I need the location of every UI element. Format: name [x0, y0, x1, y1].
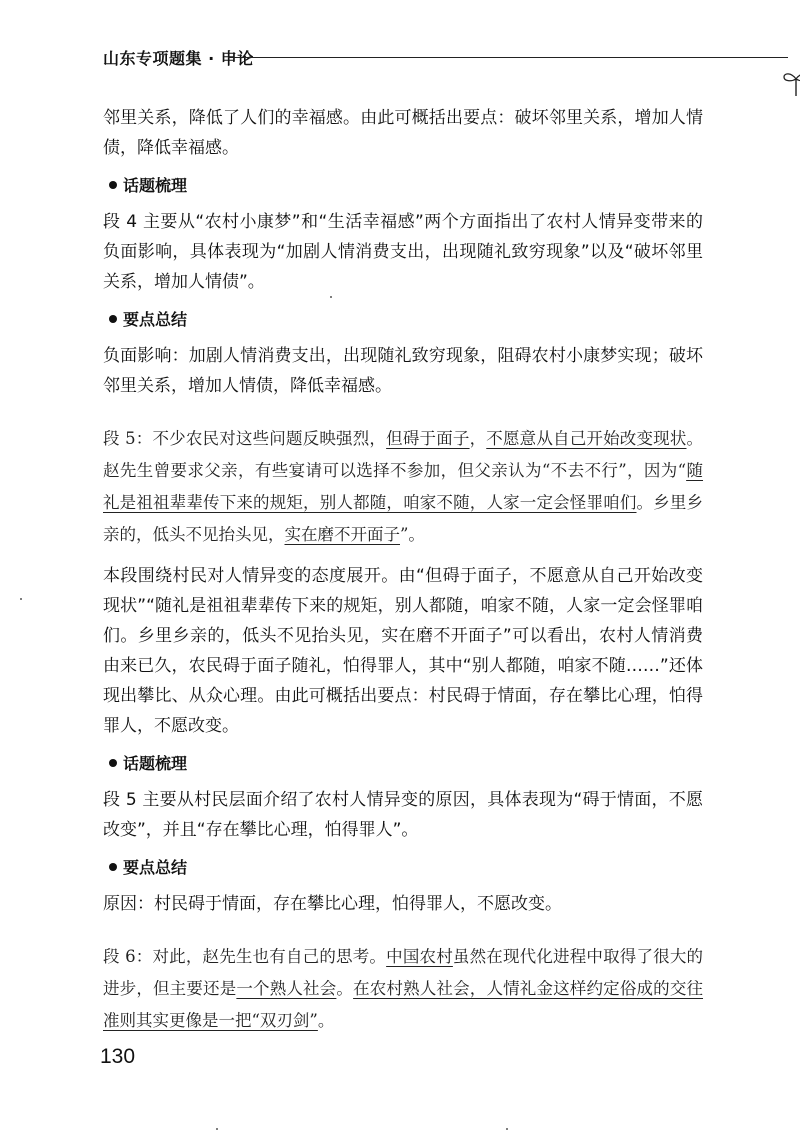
bullet-heading: [109, 305, 703, 335]
bullet-heading: [109, 749, 703, 779]
excerpt-text: 。乡里乡亲的，低头不见抬头见，: [103, 493, 704, 544]
bullet-dot-icon: [109, 181, 117, 189]
underlined-phrase: 随礼是祖祖辈辈传下来的规矩，别人都随，咱家不随，人家一定会怪罪咱们: [103, 461, 704, 512]
underlined-phrase: 一个熟人社会: [236, 979, 337, 998]
paragraph: 原因：村民碍于情面，存在攀比心理，怕得罪人，不愿改变。: [103, 894, 562, 914]
bullet-dot-icon: [109, 863, 117, 871]
bullet-heading: [109, 171, 703, 201]
bullet-heading: [109, 853, 703, 883]
source-excerpt: [103, 941, 703, 1037]
page-number: 130: [100, 1045, 136, 1068]
paragraph: 本段围绕村民对人情异变的态度展开。由“但碍于面子，不愿意从自己开始改变现状”“随礼是祖祖辈辈传下来的规矩，别人都随，咱家不随，人家一定会怪罪咱们。乡里乡亲的，低头不见抬头见，实在磨不开面子”可以看出，农村人情消费由来已久，农民碍于面子随礼，怕得罪人，其中“别人都随，咱家不随……”还体现出攀比、从众心理。由此可概括出要点：村民碍于情面，存在攀比心理，怕得罪人，不愿改变。: [103, 566, 703, 736]
excerpt-text: 虽然在现代化进程中取得了很大的进步，但主要还是: [103, 947, 703, 998]
underlined-phrase: 在农村熟人社会，人情礼金这样约定俗成的交往准则其实更像是一把“双刃剑”: [103, 979, 704, 1030]
excerpt-text: 。: [317, 1011, 335, 1030]
paragraph: 负面影响：加剧人情消费支出，出现随礼致穷现象，阻碍农村小康梦实现；破坏邻里关系，增加人情债，降低幸福感。: [103, 346, 703, 396]
paragraph: 邻里关系，降低了人们的幸福感。由此可概括出要点：破坏邻里关系，增加人情债，降低幸福感。: [103, 108, 703, 158]
source-excerpt: [103, 423, 703, 551]
underlined-phrase: 中国农村: [386, 947, 453, 966]
header-rule: [228, 57, 788, 58]
bullet-heading-label: 要点总结: [123, 310, 188, 329]
page-content: [103, 103, 703, 1037]
scan-speck: [330, 296, 332, 298]
paragraph: 段 5 主要从村民层面介绍了农村人情异变的原因，具体表现为“碍于情面，不愿改变”，并且“存在攀比心理，怕得罪人”。: [103, 790, 703, 840]
paragraph: 段 4 主要从“农村小康梦”和“生活幸福感”两个方面指出了农村人情异变带来的负面影响，具体表现为“加剧人情消费支出，出现随礼致穷现象”以及“破坏邻里关系，增加人情债”。: [103, 212, 703, 292]
excerpt-text: 。: [336, 979, 354, 998]
excerpt-text: ”。: [400, 525, 425, 544]
header-title: 山东专项题集 · 申论: [103, 49, 254, 68]
excerpt-text: 段 6：对此，赵先生也有自己的思考。: [103, 947, 387, 966]
running-header: [103, 42, 703, 72]
bullet-heading-label: 话题梳理: [123, 176, 188, 195]
bullet-heading-label: 话题梳理: [123, 754, 188, 773]
bullet-dot-icon: [109, 759, 117, 767]
sprout-icon: [781, 68, 800, 98]
underlined-phrase: 但碍于面子: [386, 429, 470, 448]
excerpt-text: ，: [469, 429, 487, 448]
underlined-phrase: 不愿意从自己开始改变现状: [486, 429, 687, 448]
bullet-heading-label: 要点总结: [123, 858, 188, 877]
underlined-phrase: 实在磨不开面子: [284, 525, 400, 544]
bullet-dot-icon: [109, 315, 117, 323]
excerpt-text: 。赵先生曾要求父亲，有些宴请可以选择不参加，但父亲认为“不去不行”，因为“: [103, 429, 703, 480]
scan-speck: [20, 598, 22, 600]
excerpt-text: 段 5：不少农民对这些问题反映强烈，: [103, 429, 387, 448]
